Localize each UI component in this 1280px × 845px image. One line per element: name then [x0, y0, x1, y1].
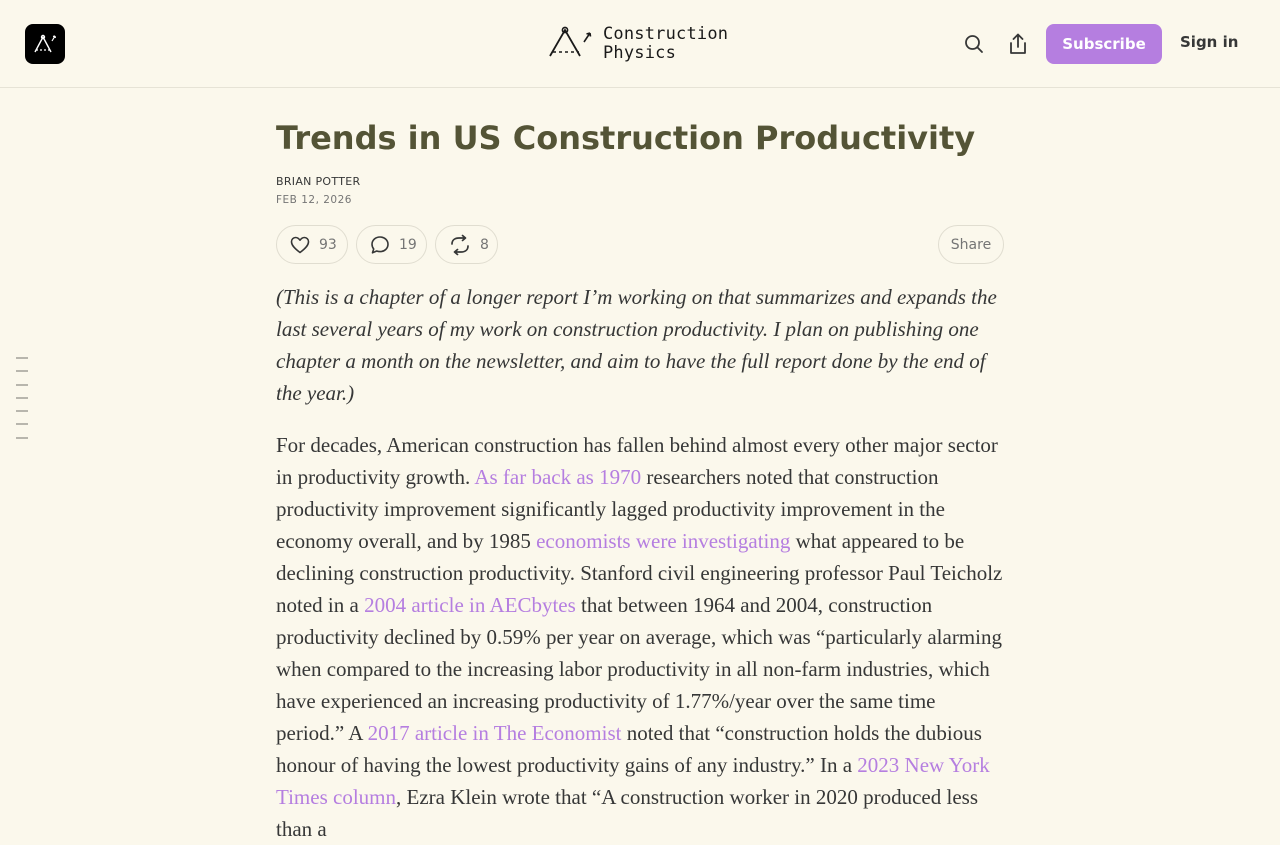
link-economist[interactable]: 2017 article in The Economist — [367, 721, 622, 745]
search-icon — [964, 34, 984, 54]
restack-icon — [449, 235, 471, 255]
paragraph-text: , Ezra Klein wrote that “A construction worker in 2020 produced less than a — [276, 785, 979, 841]
link-aecbytes[interactable]: 2004 article in AECbytes — [364, 593, 576, 617]
toc-marker[interactable] — [16, 370, 28, 372]
table-of-contents[interactable] — [16, 357, 30, 450]
share-icon — [1008, 33, 1028, 55]
body-paragraph — [276, 429, 1004, 845]
toc-marker[interactable] — [16, 384, 28, 386]
toc-marker[interactable] — [16, 423, 28, 425]
comment-button[interactable] — [356, 225, 427, 264]
paragraph-text: that between 1964 and 2004, construction productivity declined by 0.59% per year on average, which was “particularly alarming when compared to the increasing labor productivity in all non-farm industries, which have experienced an increasing productivity of 1.77%/year over the same time period.” A — [276, 593, 1002, 745]
comment-icon — [370, 235, 390, 255]
sign-in-link[interactable]: Sign in — [1180, 33, 1239, 51]
paragraph-text: what appeared to be declining construction productivity. Stanford civil engineering professor Paul Teicholz noted in a — [276, 529, 1003, 617]
paragraph-text: For decades, American construction has fallen behind almost every other major sector in productivity growth. — [276, 433, 998, 489]
post-title: Trends in US Construction Productivity — [276, 119, 976, 157]
brand-logo-icon — [547, 22, 595, 66]
restack-count: 8 — [480, 236, 489, 253]
post-article — [276, 118, 1004, 845]
share-header-button[interactable] — [1004, 30, 1032, 58]
toc-marker[interactable] — [16, 410, 28, 412]
link-economists[interactable]: economists were investigating — [536, 529, 791, 553]
brand-line-1: Construction — [603, 24, 729, 44]
subscribe-button[interactable]: Subscribe — [1046, 24, 1162, 64]
toc-marker[interactable] — [16, 437, 28, 439]
restack-button[interactable] — [435, 225, 498, 264]
comment-count: 19 — [399, 236, 417, 253]
link-nyt[interactable]: 2023 New York Times column — [276, 753, 990, 809]
paragraph-text: noted that “construction holds the dubious honour of having the lowest productivity gains of any industry.” In a — [276, 721, 982, 777]
paragraph-text: researchers noted that construction productivity improvement significantly lagged productivity improvement in the economy overall, and by 1985 — [276, 465, 945, 553]
search-button[interactable] — [960, 30, 988, 58]
logo-icon[interactable] — [25, 24, 65, 64]
intro-note: (This is a chapter of a longer report I’m working on that summarizes and expands the last several years of my work on construction productivity. I plan on publishing one chapter a month on the newsletter, and aim to have the full report done by the end of the year.) — [276, 285, 997, 405]
brand-name — [603, 25, 728, 63]
share-button[interactable]: Share — [938, 225, 1004, 264]
site-header — [0, 0, 1280, 88]
post-actions — [276, 225, 1004, 265]
brand-line-2: Physics — [603, 43, 677, 63]
author-link[interactable]: BRIAN POTTER — [276, 175, 361, 188]
link-1970[interactable]: As far back as 1970 — [474, 465, 642, 489]
like-button[interactable] — [276, 225, 348, 264]
toc-marker[interactable] — [16, 357, 28, 359]
heart-icon — [290, 236, 310, 254]
post-date: FEB 12, 2026 — [276, 194, 352, 206]
brand-wordmark[interactable] — [547, 22, 728, 66]
toc-marker[interactable] — [16, 397, 28, 399]
like-count: 93 — [319, 236, 337, 253]
